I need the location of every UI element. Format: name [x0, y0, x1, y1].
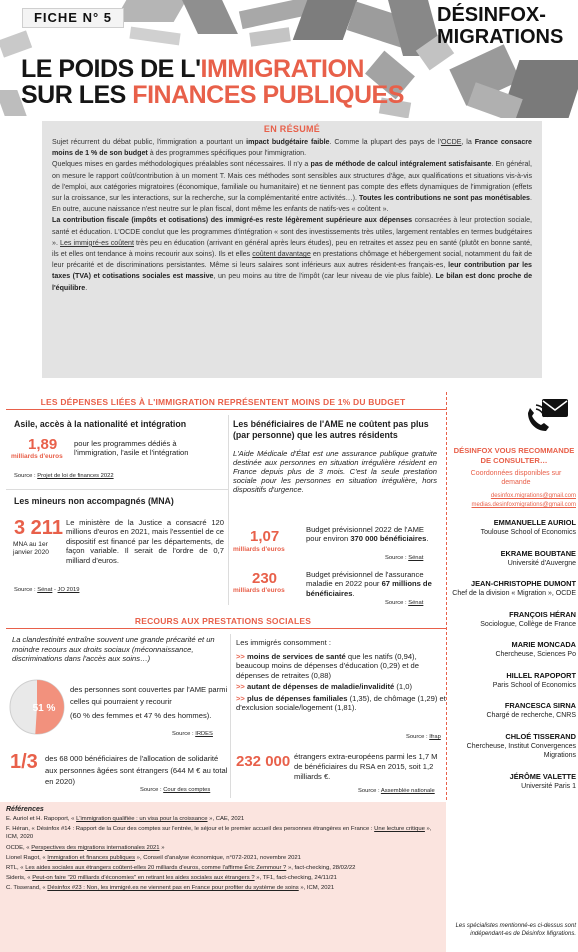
immig-item — [236, 652, 446, 680]
inner-divider — [228, 415, 229, 605]
immig-item-bold: plus de dépenses familiales — [247, 693, 348, 703]
immig-item-rest: (1,0) — [394, 682, 413, 692]
ame-source-link-1[interactable]: Sénat — [408, 555, 424, 561]
reference-item: RTL, « Les aides sociales aux étrangers coûtent-elles 20 milliards d'euros, comme l'affirme Éric Zemmour ? », fact-checking, 28/02/22 — [6, 865, 356, 872]
ame-text-2: Budget prévisionnel de l'assurance maladie en 2022 pour 67 millions de bénéficiaires. — [306, 570, 432, 598]
ame-text: L'Aide Médicale d'État est une assurance publique gratuite destinée aux personnes en situation irrégulière résident en France depuis plus de 3 mois. C'est la seule prestation sociale pour les personnes en situation irrégulière, hors dispositifs d'urgence. — [233, 449, 437, 495]
section-divider — [6, 409, 446, 410]
reference-link[interactable]: Perspectives des migrations internationales 2021 — [31, 844, 160, 851]
ame-title: Les bénéficiaires de l'AME ne coûtent pas plus (par personne) que les autres résidents — [233, 419, 429, 440]
title-part: LE POIDS DE L' — [21, 55, 201, 83]
items-source-link[interactable]: Ifrap — [429, 734, 441, 740]
reference-link[interactable]: Immigration et finances publiques — [47, 854, 136, 861]
recours-intro: La clandestinité entraîne souvent une grande précarité et un moindre recours aux droits sociaux (méconnaissance, discriminations dans l'accès aux soins…) — [12, 635, 215, 664]
pie-chart-svg — [8, 678, 66, 736]
expert-affiliation: Chercheuse, Institut Convergences Migrations — [466, 742, 576, 759]
reference-item: F. Héran, « Désinfox #14 : Rapport de la Cour des comptes sur l'entrée, le séjour et le premier accueil des personnes étrangères en France : Une lecture critique », ICM, 2020 — [6, 826, 432, 841]
immig-item — [236, 694, 446, 713]
asile-source-link[interactable]: Projet de loi de finances 2022 — [37, 473, 114, 479]
experts-list — [448, 518, 576, 802]
stat1-text: des 68 000 bénéficiaires de l'allocation de solidarité aux personnes âgées sont étrangers (644 M € au total en 2020) — [45, 754, 228, 786]
envelope-icon — [542, 399, 568, 417]
oecd-link[interactable]: OCDE — [440, 138, 462, 146]
expert-name: JÉRÔME VALETTE — [509, 771, 576, 781]
pie-label: 51 % — [32, 703, 56, 714]
ame-text-1: Budget prévisionnel 2022 de l'AME pour environ 370 000 bénéficiaires. — [306, 525, 429, 544]
pie-text-1: des personnes sont couvertes par l'AME parmi celles qui pourraient y recourir — [70, 685, 228, 707]
arrow-icon: >> — [236, 682, 245, 692]
expert-entry — [448, 579, 576, 599]
expert-entry — [448, 549, 576, 569]
mna-source: Source : Sénat - JO 2019 — [14, 587, 80, 593]
summary-paragraph-2: Quelques mises en gardes méthodologiques préalables sont nécessaires. Il n'y a pas de méthode de calcul intégralement satisfaisante. En général, on mesure le rapport coût/contribution à un moment T. Mais ces méthodes sont sensibles aux structures d'âge, aux qualifications et situations vis-à-vis de l'emploi, aux catégories migratoires (économique, familiale ou humanitaire) et ne tiennent pas compte des effets dynamiques de l'immigration (effets sur la croissance, sur les interactions, sur la recherche, sur la complémentarité entre activités…). Toutes les contributions ne sont pas monétisables. En outre, aucune naissance n'est neutre sur le plan fiscal, dont même les enfants de natifs-ves « coûtent ». — [52, 160, 532, 214]
ame-source-link-2[interactable]: Sénat — [408, 600, 424, 606]
immig-list — [236, 652, 446, 714]
expert-entry — [448, 732, 576, 761]
contact-email-2[interactable]: medias.desinfoxmigrations@gmail.com — [471, 502, 576, 508]
expert-name: CHLOÉ TISSERAND — [505, 731, 576, 741]
mna-unit: MNA au 1er janvier 2020 — [13, 541, 49, 556]
immig-item-bold: moins de services de santé — [247, 652, 346, 661]
mna-value: 3 211 — [14, 517, 63, 539]
expert-name: HILLEL RAPOPORT — [506, 670, 576, 680]
references-box — [0, 802, 446, 952]
ame-unit-2: milliards d'euros — [233, 587, 285, 594]
brand-logo — [437, 4, 577, 48]
expert-entry — [448, 610, 576, 630]
expert-entry — [448, 772, 576, 792]
expert-affiliation: Toulouse School of Economics — [480, 529, 576, 536]
mna-text: Le ministère de la Justice a consacré 120 millions d'euros en 2021, mais l'essentiel de ce dispositif est financé par les départements, de façon variable. Il serait de l'ordre de 0,7 milliard d'euros. — [66, 518, 224, 565]
ame-value-2: 230 — [252, 570, 278, 587]
expert-name: EMMANUELLE AURIOL — [493, 518, 576, 527]
expert-affiliation: Chef de la division « Migration », OCDE — [452, 590, 576, 597]
pie-source-link[interactable]: IRDES — [195, 731, 213, 737]
expert-name: FRANÇOIS HÉRAN — [509, 609, 576, 619]
reference-link[interactable]: L'immigration qualifiée : un visa pour la croissance — [76, 816, 208, 822]
contact-icons — [522, 395, 572, 435]
pie-text-2: (60 % des femmes et 47 % des hommes). — [70, 711, 212, 720]
asile-unit: milliards d'euros — [11, 453, 63, 460]
expert-affiliation: Sociologue, Collège de France — [480, 620, 576, 628]
expert-affiliation: Université Paris 1 — [521, 782, 576, 790]
references-title: Références — [6, 806, 44, 813]
expert-entry — [448, 671, 576, 691]
stat2-source-link[interactable]: Assemblée nationale — [380, 788, 435, 794]
stat2-source: Source : Assemblée nationale — [358, 788, 435, 794]
brand-line2: MIGRATIONS — [437, 26, 564, 48]
ame-value-1: 1,07 — [250, 528, 280, 545]
immig-title: Les immigrés consomment : — [236, 638, 331, 647]
asile-source: Source : Projet de loi de finances 2022 — [14, 473, 114, 479]
stat1-source-link[interactable]: Cour des comptes — [163, 787, 211, 793]
title-highlight: IMMIGRATION — [200, 55, 364, 83]
reference-item: Lionel Ragot, « Immigration et finances publiques », Conseil d'analyse économique, n°072-2021, novembre 2021 — [6, 854, 301, 861]
immig-item-rest: que les natifs (0,94), beaucoup moins de dépenses d'éducation (0,29) et de dépenses de retraites (0,88) — [236, 652, 419, 680]
immig-item-rest: (1,35), de chômage (1,29) et d'exclusion sociale/logement (1,81). — [236, 693, 446, 713]
recours-section-title: RECOURS AUX PRESTATIONS SOCIALES — [134, 616, 312, 626]
reference-link[interactable]: Désinfox #23 : Non, les immigré.es ne viennent pas en France pour profiter du système de soins — [47, 885, 299, 892]
asile-value: 1,89 — [28, 436, 58, 453]
reference-item: E. Auriol et H. Rapoport, « L'immigration qualifiée : un visa pour la croissance », CAE, 2021 — [6, 816, 245, 822]
expert-affiliation: Université d'Auvergne — [507, 559, 576, 567]
immig-item-bold: autant de dépenses de maladie/invalidité — [247, 682, 395, 692]
pie-source: Source : IRDES — [172, 731, 213, 737]
page-title — [21, 56, 441, 108]
reference-item: OCDE, « Perspectives des migrations internationales 2021 » — [6, 844, 165, 851]
section-divider-2 — [6, 628, 446, 629]
expert-affiliation: Chercheuse, Sciences Po — [495, 651, 576, 658]
sidebar-title: DÉSINFOX VOUS RECOMMANDE DE CONSULTER… — [453, 446, 575, 465]
stat1-source: Source : Cour des comptes — [140, 787, 211, 793]
summary-paragraph-3: La contribution fiscale (impôts et cotisations) des immigré-es reste légèrement supérieure aux dépenses consacrées à leur protection sociale, santé et éducation. L'OCDE conclut que les programmes d'intégration « sont des investissements très utiles, largement rentables en termes budgétaires ». Les immigré-es coûtent très peu en éducation (arrivant en général après leurs études), peu en retraites et assez peu en santé (plutôt en bonne santé, ils et elles ont tendance à moins recourir aux soins). Ils et elles coûtent davantage en prestations chômage et hébergement social, notamment du fait de leur précarité et de discriminations persistantes. Même si leurs salaires sont inférieurs aux autres résident-es français-es, leur contribution par les taxes (TVA) et cotisations sociales est massive, un peu moins au titre de l'impôt (car leur niveau de vie plus faible). Le bilan est donc proche de l'équilibre. — [52, 216, 533, 292]
expert-affiliation: Chargé de recherche, CNRS — [486, 712, 576, 719]
stat2-value: 232 000 — [236, 753, 291, 770]
reference-link[interactable]: Peut-on faire "20 milliards d'économies" en retirant les aides sociales aux étrangers ? — [32, 875, 255, 882]
contact-email-1[interactable]: desinfox.migrations@gmail.com — [490, 493, 576, 499]
arrow-icon: >> — [236, 693, 245, 703]
expert-name: EKRAME BOUBTANE — [500, 548, 576, 558]
sidebar-subtitle: Coordonnées disponibles sur demande — [470, 470, 562, 486]
expert-affiliation: Paris School of Economics — [492, 681, 576, 689]
expert-name: MARIE MONCADA — [511, 640, 576, 649]
asile-text: pour les programmes dédiés à l'immigration, l'asile et l'intégration — [74, 439, 189, 458]
ame-source-2: Source : Sénat — [385, 600, 424, 606]
immig-item — [236, 682, 446, 691]
references-list — [6, 815, 440, 893]
mna-title: Les mineurs non accompagnés (MNA) — [14, 496, 174, 506]
items-source: Source : Ifrap — [406, 734, 441, 740]
fiche-badge: FICHE N° 5 — [22, 8, 124, 28]
title-part: SUR LES — [21, 81, 133, 109]
expert-entry — [448, 518, 576, 538]
reference-item: C. Tisserand, « Désinfox #23 : Non, les immigré.es ne viennent pas en France pour profiter du système de soins », ICM, 2021 — [6, 885, 335, 892]
expert-name: JEAN-CHRISTOPHE DUMONT — [471, 579, 576, 588]
arrow-icon: >> — [236, 652, 245, 661]
pie-chart — [8, 678, 66, 736]
mna-source-link-2[interactable]: JO 2019 — [57, 587, 80, 593]
asile-title: Asile, accès à la nationalité et intégration — [14, 419, 187, 429]
expert-name: FRANCESCA SIRNA — [504, 701, 576, 710]
summary-heading: EN RÉSUMÉ — [263, 124, 321, 134]
inner-divider-2 — [230, 634, 231, 798]
stat2-text: étrangers extra-européens parmi les 1,7 M de bénéficiaires du RSA en 2015, soit 1,2 milliards €. — [294, 752, 438, 782]
sub-divider — [6, 489, 228, 490]
reference-link[interactable]: Les aides sociales aux étrangers coûtent-elles 20 milliards d'euros, comme l'affirme Éric Zemmour ? — [25, 865, 287, 872]
reference-item: Sideris, « Peut-on faire "20 milliards d'économies" en retirant les aides sociales aux étrangers ? », TF1, fact-checking, 24/11/21 — [6, 875, 337, 882]
stat1-value: 1/3 — [10, 751, 38, 773]
ame-source-1: Source : Sénat — [385, 555, 424, 561]
mna-source-link[interactable]: Sénat — [37, 587, 53, 593]
sidebar-footnote: Les spécialistes mentionné-es ci-dessus sont indépendant-es de Désinfox Migrations. — [455, 923, 576, 937]
column-divider — [446, 392, 447, 800]
reference-link[interactable]: Une lecture critique — [374, 826, 425, 833]
expert-entry — [448, 701, 576, 721]
summary-paragraph-1: Sujet récurrent du débat public, l'immigration a pourtant un impact budgétaire faible. Comme la plupart des pays de l'OCDE, la France consacre moins de 1 % de son budget à des programmes spécifiques pour l'immigration. — [52, 138, 532, 158]
depenses-section-title: LES DÉPENSES LIÉES À L'IMMIGRATION REPRÉSENTENT MOINS DE 1% DU BUDGET — [40, 397, 406, 407]
expert-entry — [448, 640, 576, 660]
summary-box — [42, 121, 542, 378]
ame-unit-1: milliards d'euros — [233, 546, 285, 553]
title-highlight: FINANCES PUBLIQUES — [132, 81, 404, 109]
brand-line1: DÉSINFOX- — [437, 4, 546, 26]
